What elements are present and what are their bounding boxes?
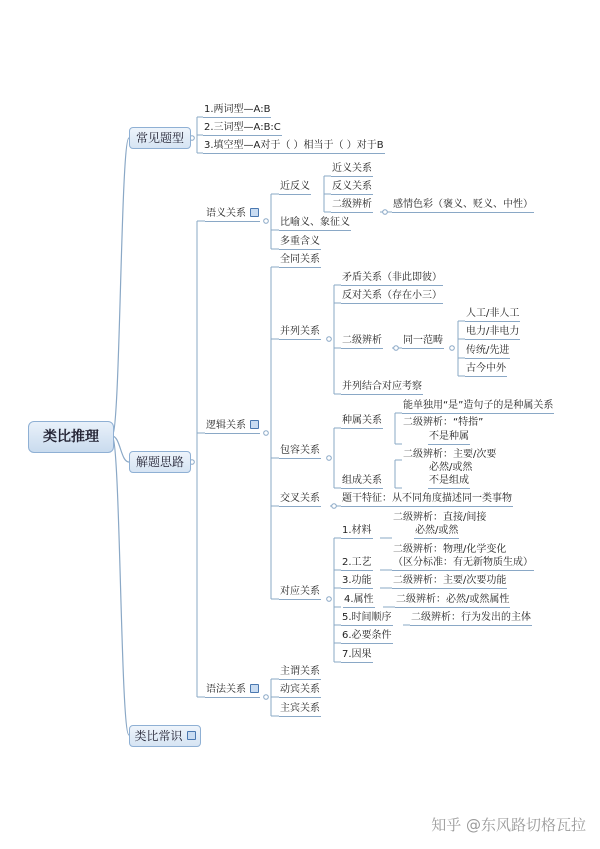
note-icon (187, 731, 196, 740)
connector-curve (112, 436, 129, 735)
grammar-item-2[interactable]: 动宾关系 (279, 683, 321, 698)
type-item-1[interactable]: 1.两词型—A:B (203, 103, 271, 118)
gongyi-line1: 二级辨析：物理/化学变化 (393, 544, 507, 555)
branch-types[interactable]: 常见题型 (129, 127, 191, 149)
fandui-node[interactable]: 反对关系（存在小三） (341, 289, 443, 304)
duochong-node[interactable]: 多重含义 (279, 235, 321, 250)
zucheng-node[interactable]: 组成关系 (341, 474, 383, 489)
connector-dot (327, 597, 332, 602)
connector-dot (450, 346, 455, 351)
zhongshu-b-line1: 二级辨析：“特指” (403, 417, 484, 428)
root-node[interactable]: 类比推理 (28, 421, 114, 453)
shijian-a-node[interactable]: 二级辨析：行为发出的主体 (410, 611, 532, 626)
connector-dot (383, 210, 388, 215)
shuxing-node[interactable]: 4.属性 (343, 593, 375, 608)
logic-erji-node[interactable]: 二级辨析 (341, 334, 383, 349)
gongyi-node[interactable]: 2.工艺 (341, 556, 373, 571)
pair-node-1[interactable]: 人工/非人工 (465, 307, 520, 322)
biyu-node[interactable]: 比喻义、象征义 (279, 216, 351, 231)
connector-dot (332, 504, 337, 509)
zhongshu-node[interactable]: 种属关系 (341, 414, 383, 429)
note-icon (250, 208, 259, 217)
grammar-item-1[interactable]: 主谓关系 (279, 665, 321, 680)
gongyi-line2[interactable]: （区分标准：有无新物质生成） (392, 556, 534, 571)
jiaocha-a-node[interactable]: 题干特征：从不同角度描述同一类事物 (341, 492, 513, 507)
connector-dot (264, 219, 269, 224)
binglie-node[interactable]: 并列关系 (279, 325, 321, 340)
connector-dot (264, 695, 269, 700)
bingliejiehe-node[interactable]: 并列结合对应考察 (341, 380, 423, 395)
type-item-2[interactable]: 2.三词型—A:B:C (203, 121, 282, 136)
connector-dot (264, 431, 269, 436)
duiying-node[interactable]: 对应关系 (279, 585, 321, 600)
connector-dot (327, 456, 332, 461)
baorong-node[interactable]: 包容关系 (279, 444, 321, 459)
yinguo-node[interactable]: 7.因果 (341, 648, 373, 663)
fanyi-node[interactable]: 反义关系 (331, 180, 373, 195)
jinfan-node[interactable]: 近反义 (279, 180, 311, 195)
zucheng-line3[interactable]: 不是组成 (428, 474, 470, 489)
bibei-node[interactable]: 6.必要条件 (341, 629, 393, 644)
ganqing-node[interactable]: 感情色彩（褒义、贬义、中性） (392, 198, 534, 213)
zhongshu-a-node[interactable]: 能单独用“是”造句子的是种属关系 (402, 399, 554, 414)
gongneng-node[interactable]: 3.功能 (341, 574, 373, 589)
branch-method[interactable]: 解题思路 (129, 451, 191, 473)
note-icon (250, 420, 259, 429)
semantic-node[interactable] (205, 207, 260, 222)
type-item-3[interactable]: 3.填空型—A对于（ ）相当于（ ）对于B (203, 139, 385, 154)
logic-label: 逻辑关系 (206, 420, 246, 431)
grammar-node[interactable] (205, 683, 260, 698)
grammar-item-3[interactable]: 主宾关系 (279, 702, 321, 717)
connector-dot (327, 337, 332, 342)
logic-node[interactable] (205, 419, 260, 434)
pair-node-4[interactable]: 古今中外 (465, 362, 507, 377)
semantic-label: 语义关系 (206, 208, 246, 219)
cailiao-line2[interactable]: 必然/或然 (414, 524, 459, 539)
jiaocha-node[interactable]: 交叉关系 (279, 492, 321, 507)
branch-knowledge-label: 类比常识 (134, 729, 183, 743)
cailiao-line1: 二级辨析：直接/间接 (393, 512, 487, 523)
quantong-node[interactable]: 全同关系 (279, 253, 321, 268)
grammar-label: 语法关系 (206, 684, 246, 695)
gongneng-a-node[interactable]: 二级辨析：主要/次要功能 (392, 574, 507, 589)
connector-dot (394, 346, 399, 351)
zhongshu-b-line2[interactable]: 不是种属 (428, 430, 470, 445)
watermark: 知乎 @东风路切格瓦拉 (431, 816, 586, 834)
maodun-node[interactable]: 矛盾关系（非此即彼） (341, 271, 443, 286)
pair-node-3[interactable]: 传统/先进 (465, 344, 510, 359)
tongyi-node[interactable]: 同一范畴 (402, 334, 444, 349)
pair-node-2[interactable]: 电力/非电力 (465, 325, 520, 340)
branch-knowledge[interactable] (129, 725, 201, 747)
jinyi-node[interactable]: 近义关系 (331, 162, 373, 177)
cailiao-node[interactable]: 1.材料 (341, 524, 373, 539)
zucheng-line2: 必然/或然 (429, 462, 473, 473)
semantic-erji-node[interactable]: 二级辨析 (331, 198, 373, 213)
shijian-node[interactable]: 5.时间顺序 (341, 611, 393, 626)
connector-curve (112, 138, 129, 436)
note-icon (250, 684, 259, 693)
zucheng-line1: 二级辨析：主要/次要 (403, 449, 497, 460)
shuxing-a-node[interactable]: 二级辨析：必然/或然属性 (395, 593, 510, 608)
